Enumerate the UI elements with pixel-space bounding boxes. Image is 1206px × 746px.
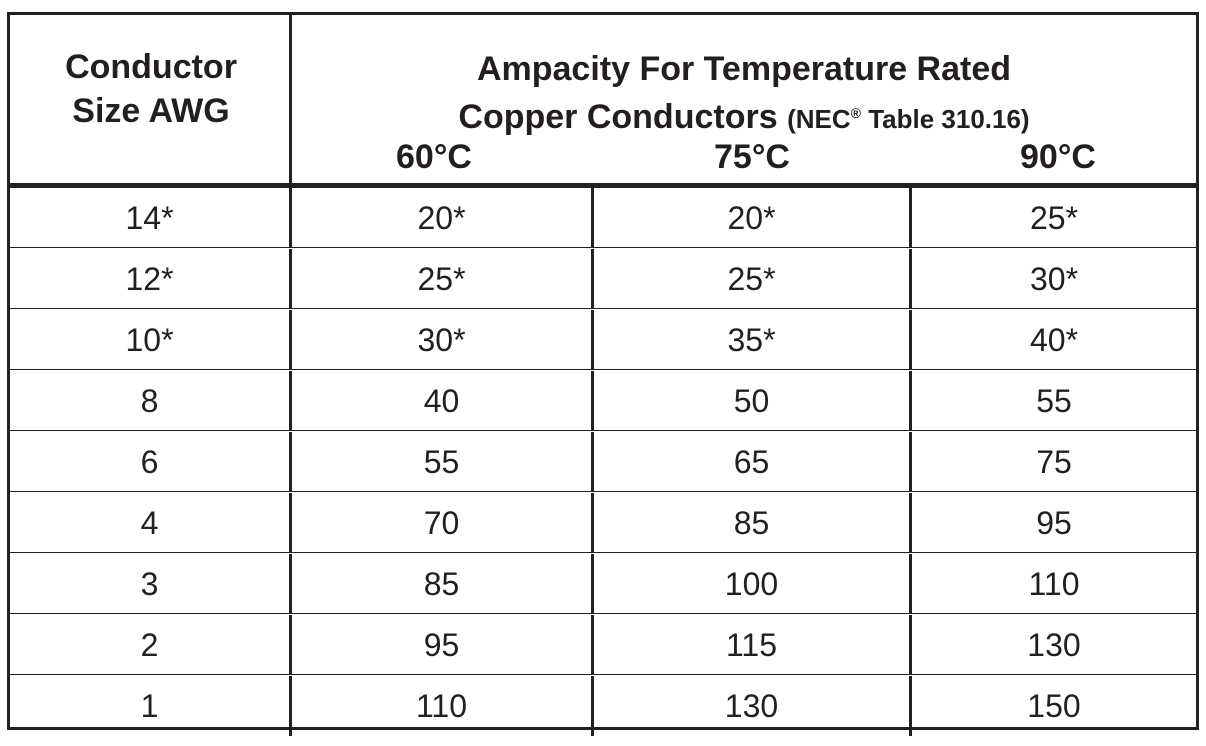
ampacity-90-cell: 30* <box>1029 261 1079 297</box>
size-cell: 3 <box>10 554 292 614</box>
ampacity-75-cell: 35* <box>594 310 912 370</box>
size-cell: 2 <box>10 615 292 675</box>
ampacity-75-cell: 20* <box>594 188 912 248</box>
table-row <box>10 554 1196 614</box>
ampacity-title-line2 <box>292 91 1196 141</box>
ampacity-table <box>7 12 1199 730</box>
ampacity-90-cell: 55 <box>1036 383 1072 419</box>
ampacity-75-cell: 50 <box>594 371 912 431</box>
ampacity-90-cell: 95 <box>1036 505 1072 541</box>
ampacity-90-cell: 130 <box>1027 627 1081 663</box>
temp-90-header: 90°C <box>1020 138 1096 176</box>
size-cell: 1 <box>10 676 292 736</box>
ampacity-75-cell: 115 <box>594 615 912 675</box>
ampacity-60-cell: 30* <box>292 310 594 370</box>
nec-reference-name: NEC <box>795 104 851 134</box>
conductor-size-header <box>10 15 292 183</box>
table-row <box>10 310 1196 370</box>
temp-75-header: 75°C <box>714 138 790 176</box>
ampacity-60-cell: 70 <box>292 493 594 553</box>
table-row <box>10 249 1196 309</box>
table-row <box>10 676 1196 736</box>
size-cell: 4 <box>10 493 292 553</box>
ampacity-75-cell: 100 <box>594 554 912 614</box>
table-row <box>10 188 1196 248</box>
size-cell: 8 <box>10 371 292 431</box>
size-cell: 6 <box>10 432 292 492</box>
size-cell: 14* <box>10 188 292 248</box>
ampacity-90-cell: 150 <box>1027 688 1081 724</box>
ampacity-60-cell: 110 <box>292 676 594 736</box>
ampacity-60-cell: 55 <box>292 432 594 492</box>
table-row <box>10 493 1196 553</box>
ampacity-header <box>292 15 1196 183</box>
ampacity-60-cell: 40 <box>292 371 594 431</box>
ampacity-90-cell: 40* <box>1029 322 1079 358</box>
ampacity-75-cell: 130 <box>594 676 912 736</box>
table-row <box>10 371 1196 431</box>
table-row <box>10 432 1196 492</box>
ampacity-title-line1: Ampacity For Temperature Rated <box>476 50 1012 88</box>
table-header <box>10 15 1196 188</box>
registered-mark: ® <box>850 105 861 121</box>
nec-reference-open: ( <box>787 104 796 134</box>
table-row <box>10 615 1196 675</box>
conductor-size-title-line2: Size AWG <box>72 92 230 130</box>
ampacity-60-cell: 25* <box>292 249 594 309</box>
ampacity-60-cell: 85 <box>292 554 594 614</box>
conductor-size-title <box>10 45 292 133</box>
nec-reference-table: Table 310.16) <box>868 104 1030 134</box>
temp-60-header: 60°C <box>396 138 472 176</box>
size-cell: 12* <box>10 249 292 309</box>
conductor-size-title-line1: Conductor <box>65 48 237 86</box>
ampacity-title-line2-text: Copper Conductors <box>458 98 778 136</box>
ampacity-60-cell: 95 <box>292 615 594 675</box>
ampacity-90-cell: 25* <box>1029 200 1079 236</box>
size-cell: 10* <box>10 310 292 370</box>
ampacity-60-cell: 20* <box>292 188 594 248</box>
ampacity-75-cell: 25* <box>594 249 912 309</box>
nec-reference <box>787 104 1030 134</box>
ampacity-title <box>292 47 1196 141</box>
ampacity-75-cell: 85 <box>594 493 912 553</box>
ampacity-90-cell: 110 <box>1028 566 1080 602</box>
ampacity-90-cell: 75 <box>1036 444 1072 480</box>
ampacity-75-cell: 65 <box>594 432 912 492</box>
